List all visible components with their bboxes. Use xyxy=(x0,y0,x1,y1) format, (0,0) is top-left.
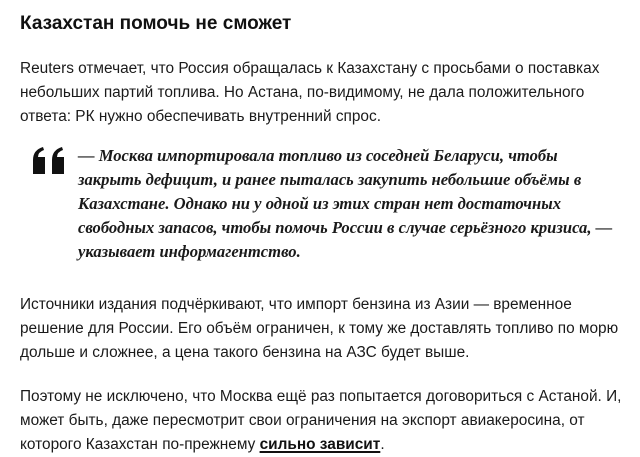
paragraph-sources: Источники издания подчёркивают, что импорт бензина из Азии — временное решение для России. Его объём ограничен, к тому же доставлять топливо по морю дольше и сложнее, а цена такого бензина на АЗС будет выше. xyxy=(20,296,619,361)
blockquote xyxy=(20,144,624,270)
paragraph-conclusion-end: . xyxy=(380,436,385,453)
section-heading: Казахстан помочь не сможет xyxy=(20,13,292,34)
quote-text: — Москва импортировала топливо из соседней Беларуси, чтобы закрыть дефицит, и ранее пыталась закупить небольшие объёмы в Казахстане. Однако ни у одной из этих стран нет достаточных свободных запасов, чтобы помочь России в случае серьёзного кризиса, — указывает информагентство. xyxy=(78,146,613,261)
paragraph-conclusion xyxy=(20,385,624,457)
paragraph-reuters: Reuters отмечает, что Россия обращалась к Казахстану с просьбами о поставках небольших партий топлива. Но Астана, по-видимому, не дала положительного ответа: РК нужно обеспечивать внутренний спрос. xyxy=(20,60,600,125)
paragraph-conclusion-text: Поэтому не исключено, что Москва ещё раз попытается договориться с Астаной. И, может быть, даже пересмотрит свои ограничения на экспорт авиакеросина, от которого Казахстан по-прежнему xyxy=(20,388,622,453)
article xyxy=(20,12,624,457)
link-strongly-depends[interactable]: сильно зависит xyxy=(259,436,381,453)
quote-mark-icon xyxy=(31,146,69,176)
